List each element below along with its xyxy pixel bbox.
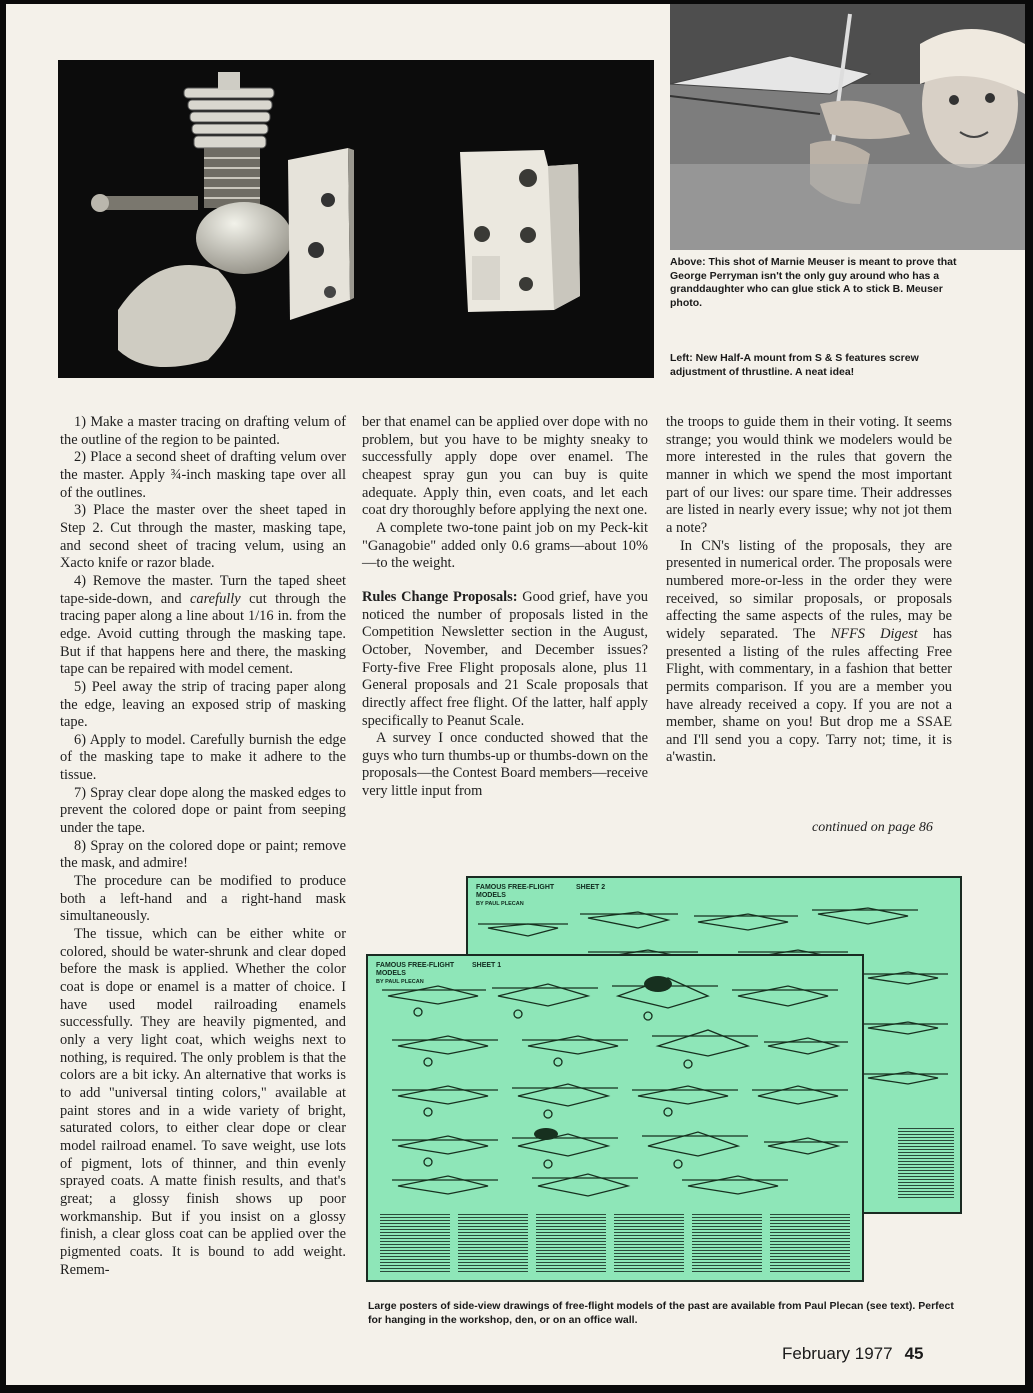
rules-heading: Rules Change Proposals: bbox=[362, 588, 518, 605]
poster-1-byline: BY PAUL PLECAN bbox=[376, 979, 424, 985]
photo-caption-left: Left: New Half-A mount from S & S features screw adjustment of thrustline. A neat idea! bbox=[670, 352, 919, 378]
step-4-emphasis: carefully bbox=[190, 590, 241, 607]
engine-mount-photo bbox=[58, 60, 654, 378]
poster-1-sheet-label: SHEET 1 bbox=[472, 962, 502, 969]
poster-1-text-block-2 bbox=[458, 1214, 528, 1272]
continued-note: continued on page 86 bbox=[812, 820, 933, 835]
step-2: 2) Place a second sheet of drafting velum over the master. Apply ¾-inch masking tape over all of the outlines. bbox=[60, 449, 346, 501]
article-column-2 bbox=[362, 414, 648, 801]
poster-1-text-block-6 bbox=[770, 1214, 850, 1272]
rules-text: Good grief, have you noticed the number of proposals listed in the Competition Newsletter section in the August, October, November, and December issues? Forty-five Free Flight proposals alone, plus 11 General proposals and 21 Scale proposals that directly affect free flight. Of the latter, half apply specifically to Peanut Scale. bbox=[362, 588, 648, 729]
step-4-end: cut through the tracing paper along a line about 1/16 in. from the edge. Avoid cutting through the masking tape. But if that happens here and there, the masking tape can be repaired with model cement. bbox=[60, 590, 346, 678]
poster-1-text-block-3 bbox=[536, 1214, 606, 1272]
step-7: 7) Spray clear dope along the masked edges to prevent the colored dope or paint from seeping under the tape. bbox=[60, 784, 346, 837]
poster-2-title-line1: FAMOUS FREE-FLIGHT bbox=[476, 884, 555, 891]
marnie-meuser-photo bbox=[670, 4, 1025, 250]
step-8: 8) Spray on the colored dope or paint; remove the mask, and admire! bbox=[60, 837, 346, 872]
step-3: 3) Place the master over the sheet taped in Step 2. Cut through the master, masking tape, and second sheet of tracing velum, using an Xacto knife or razor blade. bbox=[60, 502, 346, 572]
tissue-paragraph: The tissue, which can be either white or colored, should be water-shrunk and clear doped before the mask is applied. Whether the color coat is dope or enamel is a matter of choice. I have used model railroading enamels successfully. They are heavily pigmented, and only a very light coat, which weighs next to nothing, is required. The only problem is that the colors are a bit icky. An alternative that works is to add "universal tinting colors," available at paint stores and in a wide variety of bright, saturated colors, to either clear dope or clear model railroad enamel. To save weight, use lots of pigment, lots of thinner, and thin evenly sprayed coats. A matte finish results, and that's great; a glossy finish shows up poor workmanship. But if you insist on a glossy finish, a clear gloss coat can be applied over the pigmented coats. It is bound to add weight. Remem- bbox=[60, 926, 346, 1278]
cn-listing-end: has presented a listing of the rules affecting Free Flight, with commentary, in a fashion that better permits comparison. If you are a member you have already received a copy. If you are not a member, shame on you! But drop me a SSAE and I'll send you a copy. Tarry not; time, it is a'wastin. bbox=[666, 625, 953, 766]
poster-caption: Large posters of side-view drawings of free-flight models of the past are available from Paul Plecan (see text). Perfect for hanging in the workshop, den, or on an office wall. bbox=[368, 1300, 954, 1326]
poster-2-byline: BY PAUL PLECAN bbox=[476, 901, 524, 907]
page-footer bbox=[782, 1344, 924, 1364]
poster-2-title-line2: MODELS bbox=[476, 892, 506, 899]
poster-1-title-line1: FAMOUS FREE-FLIGHT bbox=[376, 962, 455, 969]
poster-1-title-line2: MODELS bbox=[376, 970, 406, 977]
step-4 bbox=[60, 573, 346, 679]
poster-sheet-1 bbox=[366, 954, 864, 1282]
poster-2-sheet-label: SHEET 2 bbox=[576, 884, 606, 891]
poster-1-text-block-5 bbox=[692, 1214, 762, 1272]
rules-paragraph bbox=[362, 589, 648, 730]
girl-with-model-illustration bbox=[670, 4, 1025, 250]
procedure-paragraph: The procedure can be modified to produce both a left-hand and a right-hand mask simultaneously. bbox=[60, 873, 346, 925]
article-column-1 bbox=[60, 414, 346, 1279]
paint-job-paragraph: A complete two-tone paint job on my Peck-kit "Ganagobie" added only 0.6 grams—about 10%—to the weight. bbox=[362, 519, 648, 572]
cn-listing-paragraph bbox=[666, 538, 952, 768]
issue-date: February 1977 bbox=[782, 1344, 893, 1363]
step-5: 5) Peel away the strip of tracing paper along the edge, leaving an exposed strip of masking tape. bbox=[60, 678, 346, 731]
step-1: 1) Make a master tracing on drafting velum of the outline of the region to be painted. bbox=[60, 414, 346, 448]
step-6: 6) Apply to model. Carefully burnish the edge of the masking tape to make it adhere to the tissue. bbox=[60, 731, 346, 784]
poster-1-text-block-4 bbox=[614, 1214, 684, 1272]
enamel-paragraph: ber that enamel can be applied over dope with no problem, but you have to be mighty sneaky to successfully apply dope over enamel. The cheapest spray gun you can buy is quite adequate. Apply thin, even coats, and let each coat dry thoroughly before applying the next one. bbox=[362, 414, 648, 519]
engine-mount-illustration bbox=[58, 60, 654, 378]
nffs-digest: NFFS Digest bbox=[830, 625, 918, 642]
article-column-3 bbox=[666, 414, 952, 767]
magazine-page bbox=[6, 4, 1025, 1385]
survey-paragraph: A survey I once conducted showed that the guys who turn thumbs-up or thumbs-down on the proposals—the Contest Board members—receive very little input from bbox=[362, 730, 648, 800]
poster-1-text-block-1 bbox=[380, 1214, 450, 1272]
page-number: 45 bbox=[904, 1344, 924, 1363]
step-4-start: 4) Remove the master. Turn the taped sheet tape-side-down, and bbox=[60, 572, 346, 607]
cn-listing-start: In CN's listing of the proposals, they are presented in numerical order. The proposals were numbered more-or-less in the order they were received, so similar proposals, or proposals affecting the same aspects of the rules, may be widely separated. The bbox=[666, 537, 952, 642]
photo-caption-above: Above: This shot of Marnie Meuser is meant to prove that George Perryman isn't the only guy around who has a granddaughter who can glue stick A to stick B. Meuser photo. bbox=[670, 256, 957, 309]
poster-2-text-block bbox=[898, 1128, 954, 1198]
troops-paragraph: the troops to guide them in their voting. It seems strange; you would think we modelers would be more interested in the rules that govern the manner in which we spend the most important part of our lives: our spare time. Their addresses are listed in nearly every issue; why not jot them a note? bbox=[666, 414, 952, 536]
